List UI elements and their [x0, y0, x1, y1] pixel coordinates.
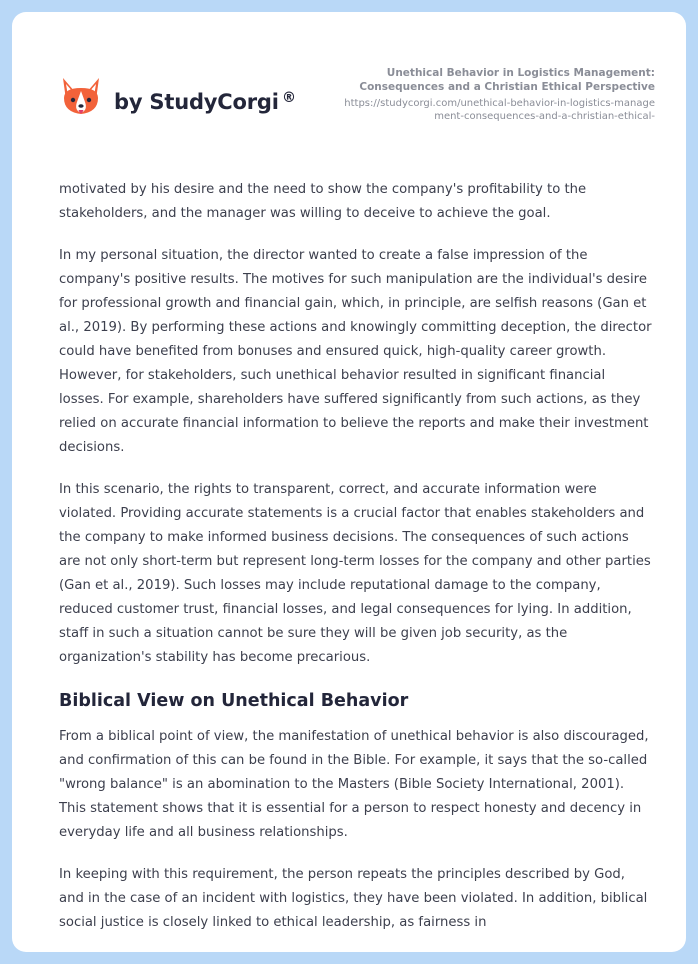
paragraph: motivated by his desire and the need to show the company's profitability to the stakeholders, and the manager was willing to deceive to achieve the goal. — [59, 182, 587, 221]
studycorgi-logo[interactable] — [60, 76, 296, 122]
source-url[interactable]: https://studycorgi.com/unethical-behavior-in-logistics-management-consequences-and-a-christian-ethical- — [344, 98, 655, 122]
source-info — [335, 66, 655, 123]
paragraph: From a biblical point of view, the manifestation of unethical behavior is also discouraged, and confirmation of this can be found in the Bible. For example, it says that the so-called "wrong balance" is an abomination to the Masters (Bible Society International, 2001). This statement shows that it is essential for a person to respect honesty and decency in everyday life and all business relationships. — [59, 729, 649, 840]
document-body — [59, 178, 653, 952]
registered-mark: ® — [282, 90, 296, 106]
document-page — [12, 12, 686, 952]
paragraph: In keeping with this requirement, the person repeats the principles described by God, and in the case of an incident with logistics, they have been violated. In addition, biblical social justice is closely linked to ethical leadership, as fairness in — [59, 867, 648, 930]
paragraph: In this scenario, the rights to transparent, correct, and accurate information were violated. Providing accurate statements is a crucial factor that enables stakeholders and the company to make informed business decisions. The consequences of such actions are not only short-term but represent long-term losses for the company and other parties (Gan et al., 2019). Such losses may include reputational damage to the company, reduced customer trust, financial losses, and legal consequences for lying. In addition, staff in such a situation cannot be sure they will be given job security, as the organization's stability has become precarious. — [59, 482, 651, 665]
logo-wordmark: by StudyCorgi — [114, 90, 279, 114]
section-heading: Biblical View on Unethical Behavior — [59, 691, 409, 711]
source-title: Unethical Behavior in Logistics Management: Consequences and a Christian Ethical Perspective — [359, 67, 655, 93]
corgi-logo-icon — [60, 76, 102, 122]
paragraph: In my personal situation, the director wanted to create a false impression of the company's positive results. The motives for such manipulation are the individual's desire for professional growth and financial gain, which, in principle, are selfish reasons (Gan et al., 2019). By performing these actions and knowingly committing deception, the director could have benefited from bonuses and ensured quick, high-quality career growth. However, for stakeholders, such unethical behavior resulted in significant financial losses. For example, shareholders have suffered significantly from such actions, as they relied on accurate financial information to believe the reports and make their investment decisions. — [59, 248, 652, 455]
